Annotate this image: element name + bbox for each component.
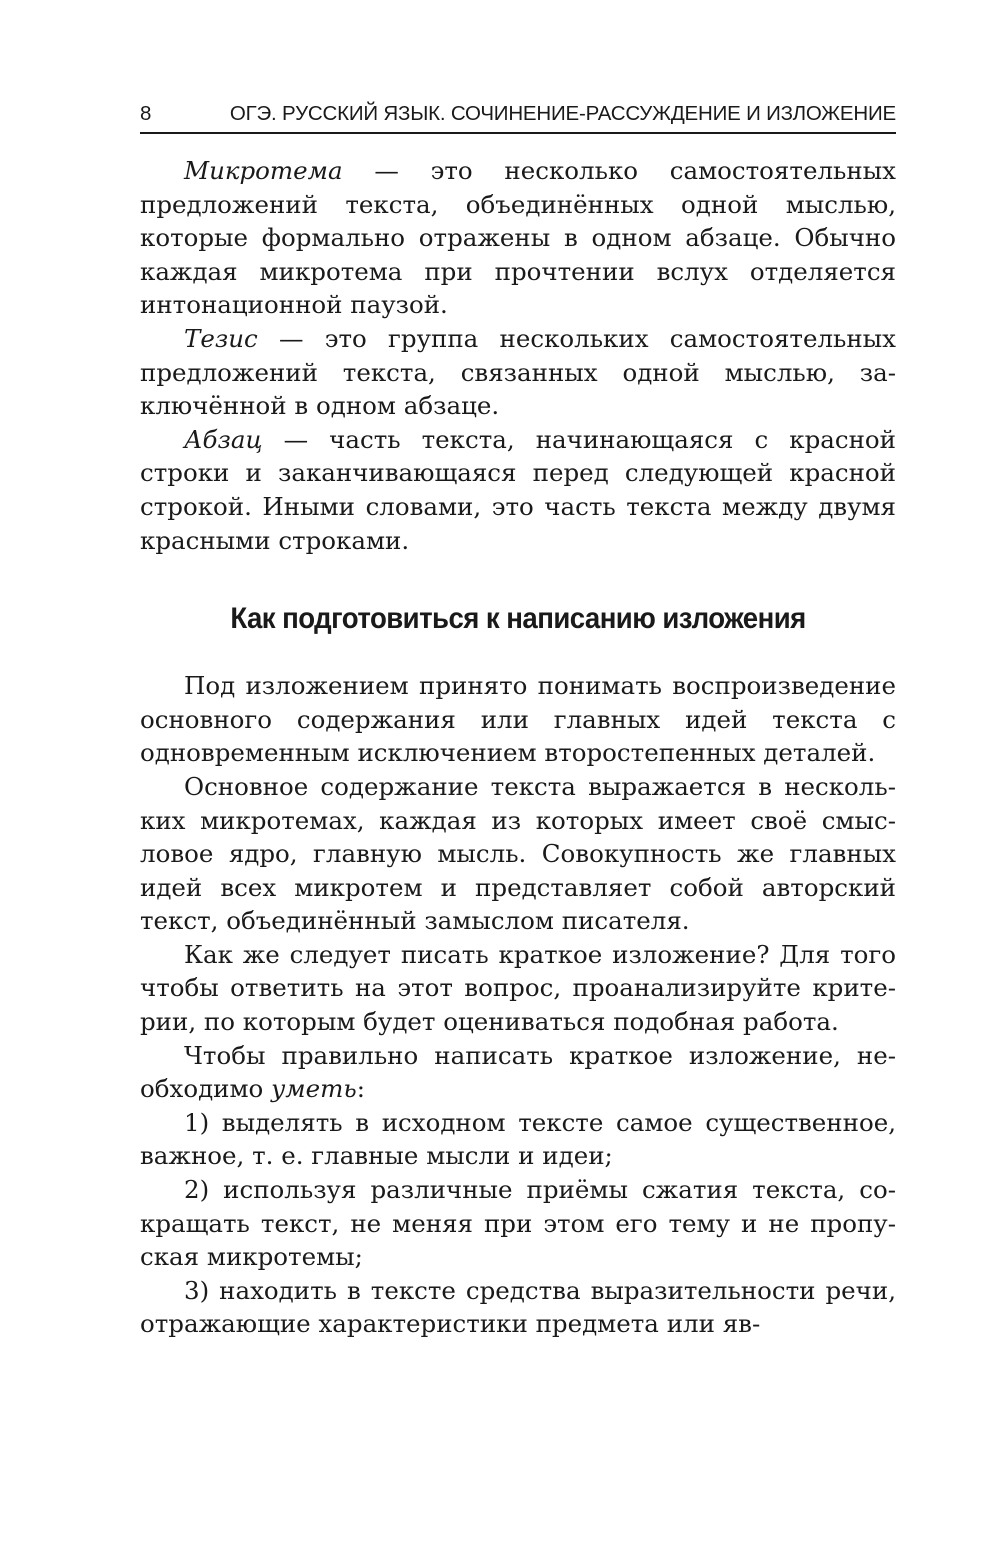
defined-term: Тезис bbox=[184, 323, 258, 353]
skills-intro-emphasis: уметь bbox=[271, 1074, 357, 1104]
skill-item: 3) находить в тексте средства выразительности речи, отражающие характеристики предмета или яв- bbox=[140, 1275, 896, 1339]
definition-text: — часть текста, начинающаяся с красной строки и заканчивающаяся перед следующей красной строкой. Иными словами, это часть текста между двумя красными строками. bbox=[140, 424, 896, 555]
section-heading: Как подготовиться к написанию изложения bbox=[230, 602, 806, 636]
skill-item: 1) выделять в исходном тексте самое существенное, важное, т. е. главные мысли и идеи; bbox=[140, 1107, 896, 1171]
body-paragraph: Под изложением принято понимать воспроизведение основного содержания или главных идей текста с одновременным исключением второстепенных деталей. bbox=[140, 671, 896, 768]
skills-intro-text: Чтобы правильно написать краткое изложение, необходимо bbox=[140, 1040, 896, 1104]
page-body bbox=[140, 154, 896, 1341]
definition-paragraph bbox=[140, 423, 896, 557]
definition-paragraph bbox=[140, 322, 896, 423]
skills-intro bbox=[140, 1039, 896, 1106]
page-number: 8 bbox=[140, 102, 152, 125]
skills-intro-colon: : bbox=[356, 1074, 365, 1104]
defined-term: Микротема bbox=[184, 156, 343, 185]
definition-paragraph bbox=[140, 154, 896, 322]
running-title: ОГЭ. РУССКИЙ ЯЗЫК. СОЧИНЕНИЕ-РАССУЖДЕНИЕ И ИЗЛОЖЕНИЕ bbox=[229, 102, 896, 125]
body-paragraph: Основное содержание текста выражается в нескольких микротемах, каждая из которых имеет своё смысловое ядро, главную мысль. Совокупность же главных идей всех микротем и представляет собой авторский текст, объединённый замыслом писателя. bbox=[140, 771, 896, 936]
body-paragraph: Как же следует писать краткое изложение? Для того чтобы ответить на этот вопрос, проанализируйте критерии, по которым будет оцениваться подобная работа. bbox=[140, 939, 896, 1037]
definition-text: — это несколько самостоятельных предложений текста, объединённых одной мыслью, которые формально отражены в одном абзаце. Обычно каждая микротема при прочтении вслух отделяется интонационной паузой. bbox=[140, 156, 896, 320]
defined-term: Абзац bbox=[184, 424, 263, 454]
definition-text: — это группа нескольких самостоятельных предложений текста, связанных одной мыслью, заключённой в одном абзаце. bbox=[140, 323, 896, 421]
running-header bbox=[140, 98, 896, 134]
skill-item: 2) используя различные приёмы сжатия текста, сокращать текст, не меняя при этом его тему и не пропуская микротемы; bbox=[140, 1175, 896, 1272]
